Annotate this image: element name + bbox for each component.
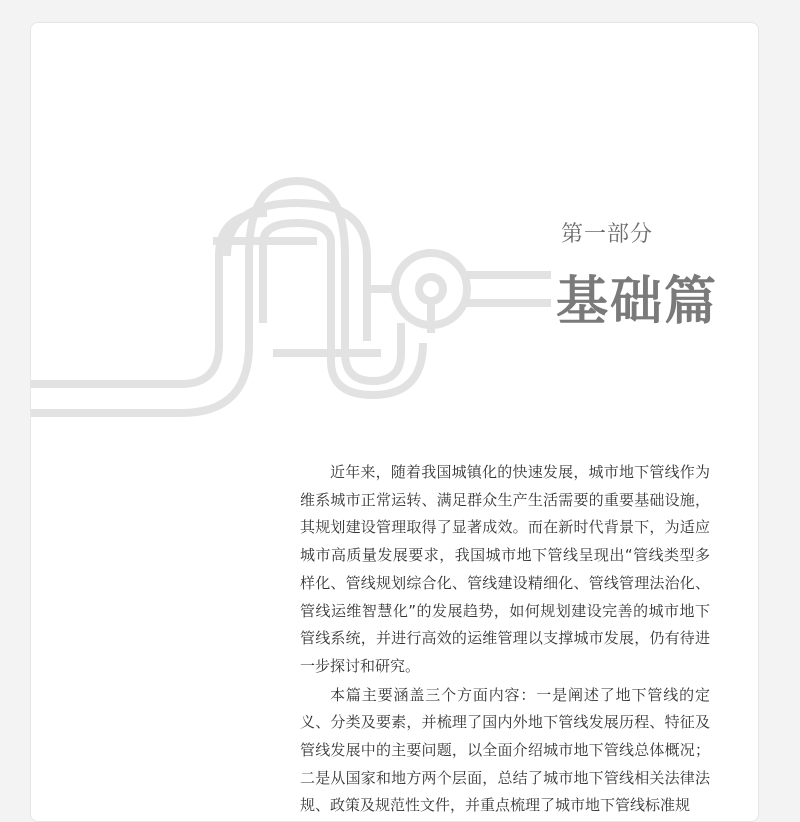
- part-label: 第一部分: [561, 222, 654, 247]
- body-text: [300, 459, 710, 821]
- document-page: [30, 22, 759, 822]
- paragraph: 近年来，随着我国城镇化的快速发展，城市地下管线作为维系城市正常运转、满足群众生产生活需要的重要基础设施，其规划建设管理取得了显著成效。而在新时代背景下，为适应城市高质量发展要求，我国城市地下管线呈现出“管线类型多样化、管线规划综合化、管线建设精细化、管线管理法治化、管线运维智慧化”的发展趋势，如何规划建设完善的城市地下管线系统，并进行高效的运维管理以支撑城市发展，仍有待进一步探讨和研究。: [300, 463, 710, 675]
- pipe-junction-inner: [419, 277, 443, 301]
- part-title: 基础篇: [556, 272, 719, 332]
- paragraph: 本篇主要涵盖三个方面内容：一是阐述了地下管线的定义、分类及要素，并梳理了国内外地下管线发展历程、特征及管线发展中的主要问题，以全面介绍城市地下管线总体概况；二是从国家和地方两个层面，总结了城市地下管线相关法律法规、政策及规范性文件，并重点梳理了城市地下管线标准规: [300, 685, 710, 815]
